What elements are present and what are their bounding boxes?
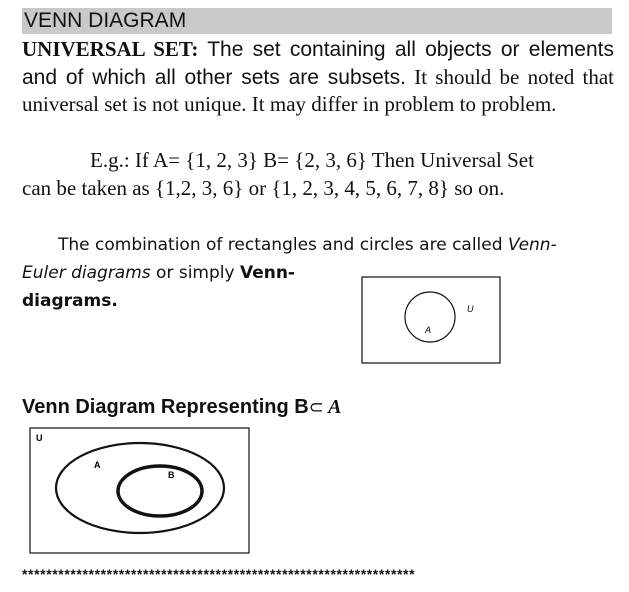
venn-diagram-subset xyxy=(30,428,249,553)
example-line-2: can be taken as {1,2, 3, 6} or {1, 2, 3, 4, 5, 6, 7, 8} so on. xyxy=(22,176,505,200)
set-a-label-2: A xyxy=(94,460,101,470)
set-b-ellipse-outer xyxy=(118,466,202,516)
subset-subheading xyxy=(22,396,341,419)
universal-set-term: UNIVERSAL SET: xyxy=(22,37,199,61)
subheading-set: A xyxy=(323,396,342,418)
venn-note-text: The combination of rectangles and circles are called xyxy=(58,235,508,255)
set-a-ellipse xyxy=(56,443,224,533)
set-b-label: B xyxy=(168,470,175,480)
venn-euler-note: The combination of rectangles and circles are called Venn- Euler diagrams or simply Venn- diagrams. xyxy=(22,235,557,311)
section-heading: VENN DIAGRAM xyxy=(22,8,612,34)
venn-diagram-single-set xyxy=(362,277,500,363)
separator-line: ***************************************************************** xyxy=(22,566,416,582)
subheading-text: Venn Diagram Representing B xyxy=(22,396,309,418)
universal-label-2: U xyxy=(36,433,43,443)
universal-set-note: It should be noted that universal set is not unique. It may differ in problem to problem. xyxy=(22,64,614,116)
universal-label: U xyxy=(467,304,474,314)
universal-rectangle xyxy=(362,277,500,363)
venn-note-italic: Venn- xyxy=(507,235,557,255)
subset-symbol: ⊂ xyxy=(308,397,324,418)
universal-set-definition: The set containing all objects or elements and of which all other sets are subsets. xyxy=(22,38,614,89)
example-line-1: E.g.: If A= {1, 2, 3} B= {2, 3, 6} Then Universal Set xyxy=(90,148,534,172)
set-a-label: A xyxy=(425,325,432,335)
set-b-ellipse-gap xyxy=(125,472,196,510)
universal-rectangle-2 xyxy=(30,428,249,553)
